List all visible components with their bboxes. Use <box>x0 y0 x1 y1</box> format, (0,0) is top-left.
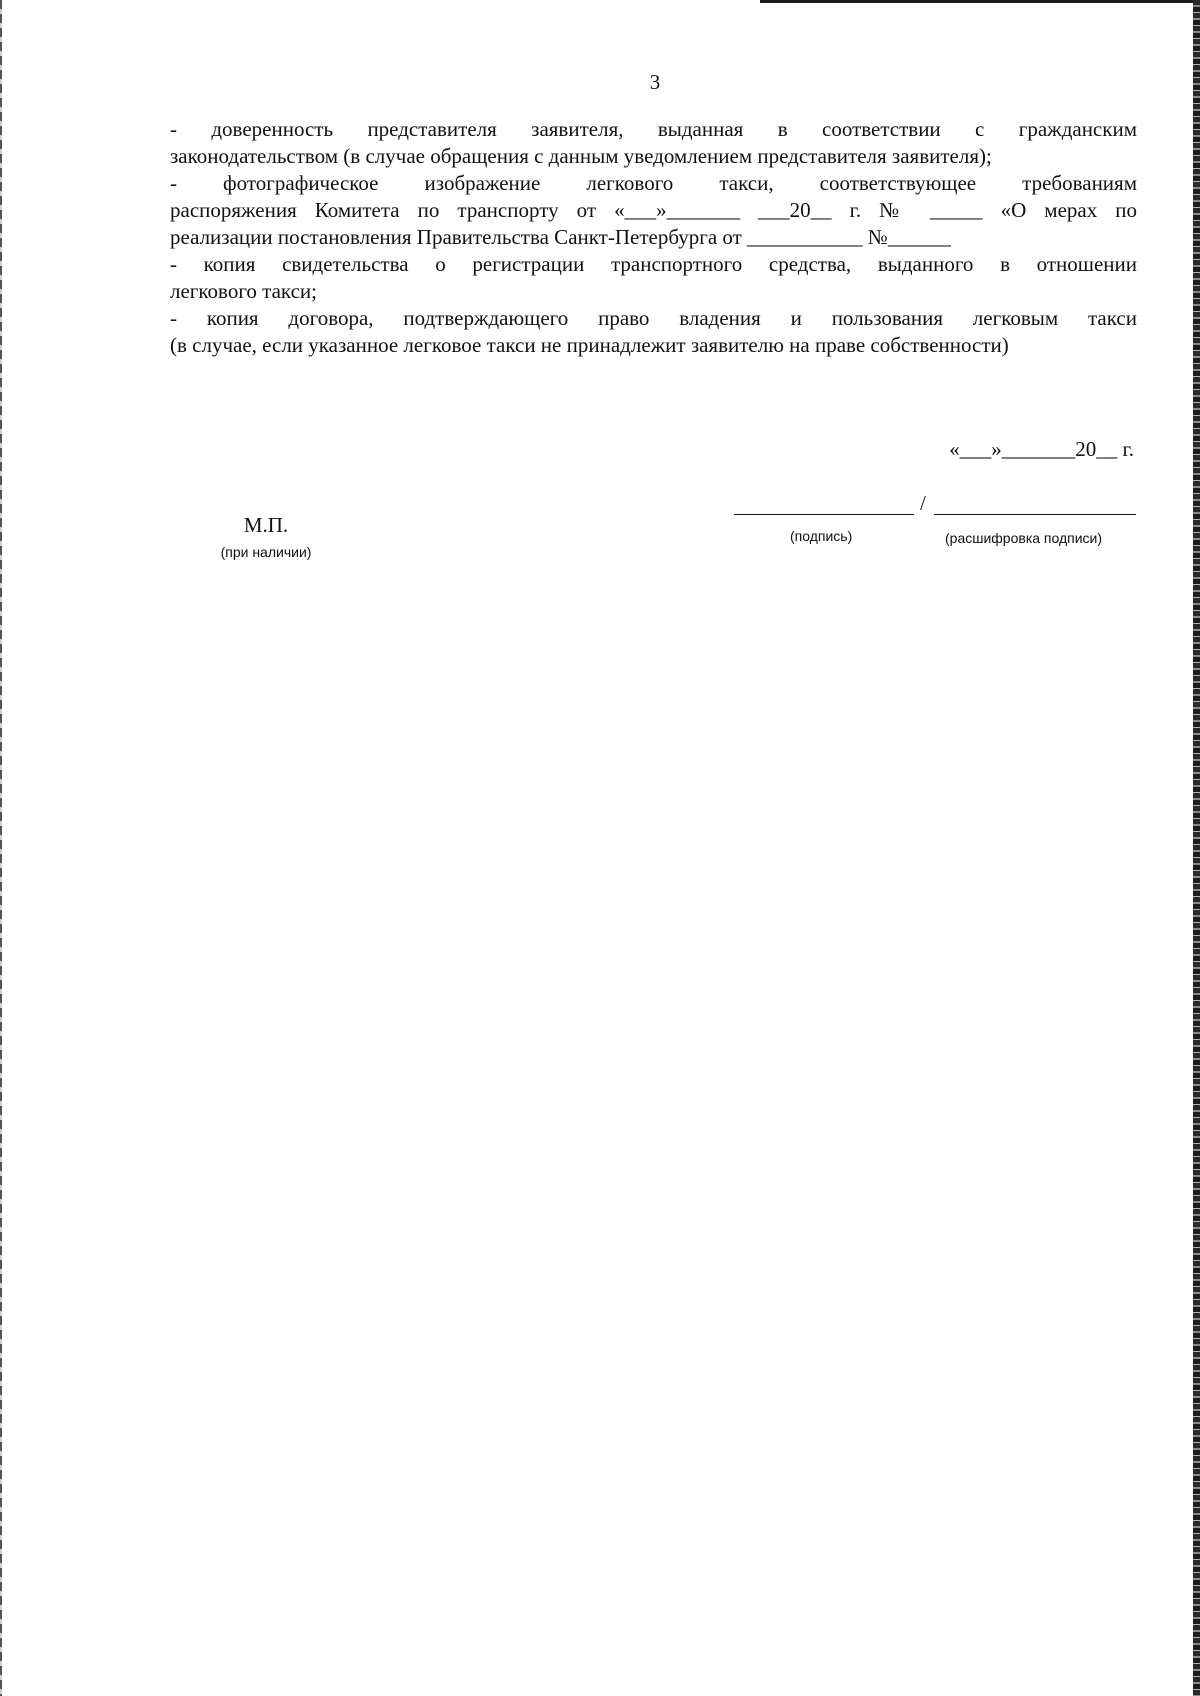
signature-block <box>734 492 1136 546</box>
signature-separator: / <box>920 491 926 515</box>
list-item-ownership-contract <box>170 305 1137 359</box>
signature-line <box>734 514 914 515</box>
page-number: 3 <box>649 70 661 94</box>
date-field: «___»_______20__ г. <box>949 437 1134 461</box>
list-item-registration-certificate <box>170 251 1137 305</box>
signature-decoding-caption: (расшифровка подписи) <box>945 530 1103 546</box>
list-item-line: - копия договора, подтверждающего право владения и пользования легковым такси <box>170 306 1137 330</box>
list-item-line: распоряжения Комитета по транспорту от «___»_______ ___20__ г. № _____ «О мерах по <box>170 198 1137 222</box>
stamp-block <box>198 512 334 562</box>
stamp-note: (при наличии) <box>220 544 312 560</box>
stamp-label: М.П. <box>243 513 289 537</box>
page-scan-edge-right <box>1193 0 1200 1696</box>
list-item-line: - копия свидетельства о регистрации транспортного средства, выданного в отношении <box>170 252 1137 276</box>
list-item-line: (в случае, если указанное легковое такси не принадлежит заявителю на праве собственности) <box>170 333 1009 357</box>
page-scan-edge-left <box>0 0 2 1696</box>
list-item-line: реализации постановления Правительства Санкт-Петербурга от ___________ №______ <box>170 225 951 249</box>
list-item-line: легкового такси; <box>170 279 317 303</box>
list-item-power-of-attorney <box>170 116 1137 170</box>
list-item-line: законодательством (в случае обращения с данным уведомлением представителя заявителя); <box>170 144 992 168</box>
list-item-taxi-photo <box>170 170 1137 251</box>
document-body <box>170 116 1137 359</box>
signature-lines <box>734 492 1136 518</box>
list-item-line: - фотографическое изображение легкового такси, соответствующее требованиям <box>170 171 1137 195</box>
list-item-line: - доверенность представителя заявителя, выданная в соответствии с гражданским <box>170 117 1137 141</box>
signature-captions <box>734 526 1136 546</box>
page-scan-edge-top <box>760 0 1200 3</box>
signature-caption: (подпись) <box>790 528 853 544</box>
signature-decoding-line <box>934 514 1136 515</box>
